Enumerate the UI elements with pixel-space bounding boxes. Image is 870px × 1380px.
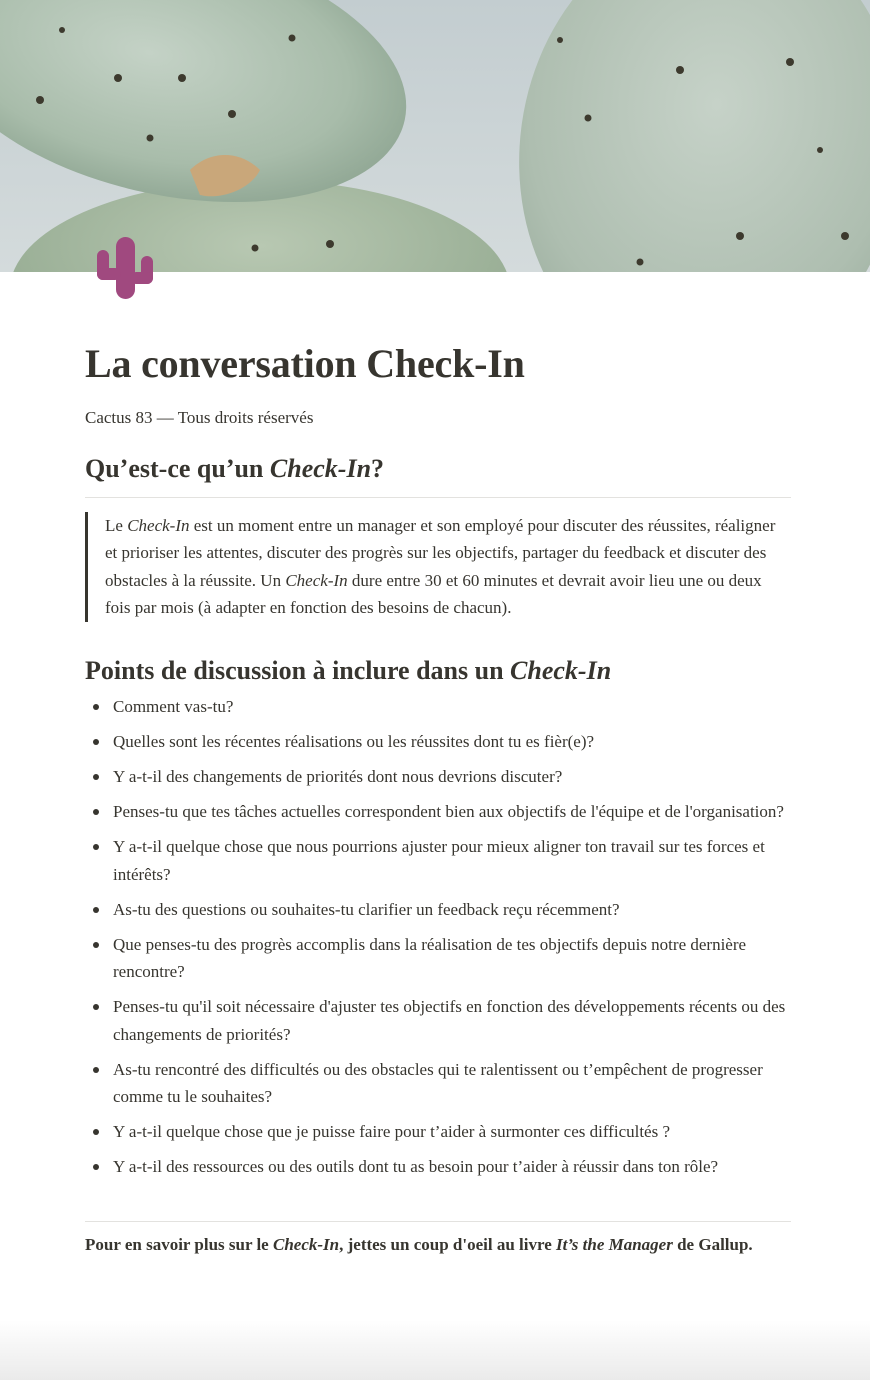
list-item-text: Penses-tu que tes tâches actuelles correspondent bien aux objectifs de l'équipe et de l'organisation? [113, 802, 784, 822]
heading-text: ? [371, 453, 385, 483]
quote-emphasis: Check-In [127, 515, 190, 535]
list-item [85, 931, 791, 986]
page-subtitle: Cactus 83 — Tous droits réservés [85, 408, 314, 427]
section-heading-what-is-check-in [85, 452, 791, 486]
cactus-icon[interactable] [95, 234, 157, 300]
bottom-fade [0, 1320, 870, 1380]
list-item-text: As-tu des questions ou souhaites-tu clarifier un feedback reçu récemment? [113, 899, 620, 919]
list-item [85, 693, 791, 721]
bullet-icon [93, 1164, 99, 1170]
list-item-text: Penses-tu qu'il soit nécessaire d'ajuster tes objectifs en fonction des développements récents ou des changements de priorités? [113, 997, 786, 1044]
heading-text: Points de discussion à inclure dans un [85, 655, 511, 685]
list-item-text: Y a-t-il des ressources ou des outils dont tu as besoin pour t’aider à réussir dans ton rôle? [113, 1157, 719, 1177]
bullet-icon [93, 774, 99, 780]
list-item-text: Comment vas-tu? [113, 697, 234, 717]
quote-emphasis: Check-In [285, 570, 348, 590]
quote-block [85, 512, 791, 622]
footer-note [85, 1233, 791, 1257]
list-item [85, 1153, 791, 1181]
bullet-icon [93, 1004, 99, 1010]
list-item-text: Quelles sont les récentes réalisations ou les réussites dont tu es fièr(e)? [113, 732, 595, 752]
list-item [85, 993, 791, 1048]
divider [85, 497, 791, 498]
list-item [85, 728, 791, 756]
footer-text: de Gallup. [672, 1234, 753, 1254]
bullet-icon [93, 739, 99, 745]
heading-emphasis: Check-In [510, 655, 612, 685]
bullet-icon [93, 907, 99, 913]
list-item [85, 1056, 791, 1111]
book-title: It’s the Manager [556, 1234, 673, 1254]
quote-text: dure entre 30 et 60 minutes et devrait avoir lieu une ou deux fois par mois (à adapter en fonction des besoins de chacun). [105, 570, 762, 618]
bullet-icon [93, 1067, 99, 1073]
list-item-text: Que penses-tu des progrès accomplis dans la réalisation de tes objectifs depuis notre dernière rencontre? [113, 934, 747, 982]
page-content [85, 340, 791, 1257]
cover-image [0, 0, 870, 272]
page-title: La conversation Check-In [85, 341, 525, 386]
bullet-icon [93, 942, 99, 948]
list-item [85, 896, 791, 924]
quote-text: est un moment entre un manager et son employé pour discuter des réussites, réaligner et prioriser les attentes, discuter des progrès sur les objectifs, partager du feedback et discuter des obstacles à la réussite. Un [105, 515, 776, 590]
list-item [85, 833, 791, 888]
bullet-icon [93, 704, 99, 710]
footer-emphasis: Check-In [272, 1234, 340, 1254]
bullet-icon [93, 809, 99, 815]
footer-text: , jettes un coup d'oeil au livre [339, 1234, 557, 1254]
bullet-icon [93, 844, 99, 850]
list-item [85, 763, 791, 791]
list-item-text: As-tu rencontré des difficultés ou des obstacles qui te ralentissent ou t’empêchent de progresser comme tu le souhaites? [113, 1059, 763, 1107]
heading-text: Qu’est-ce qu’un [85, 453, 270, 483]
list-item [85, 1118, 791, 1146]
list-item [85, 798, 791, 826]
footer-text: Pour en savoir plus sur le [85, 1234, 273, 1254]
list-item-text: Y a-t-il quelque chose que je puisse faire pour t’aider à surmonter ces difficultés ? [113, 1122, 671, 1142]
divider [85, 1221, 791, 1222]
bullet-icon [93, 1129, 99, 1135]
section-heading-discussion-points [85, 654, 791, 688]
discussion-points-list [85, 693, 791, 1181]
list-item-text: Y a-t-il quelque chose que nous pourrions ajuster pour mieux aligner ton travail sur tes forces et intérêts? [113, 837, 765, 884]
quote-text: Le [105, 515, 128, 535]
list-item-text: Y a-t-il des changements de priorités dont nous devrions discuter? [113, 767, 563, 787]
heading-emphasis: Check-In [269, 453, 372, 483]
